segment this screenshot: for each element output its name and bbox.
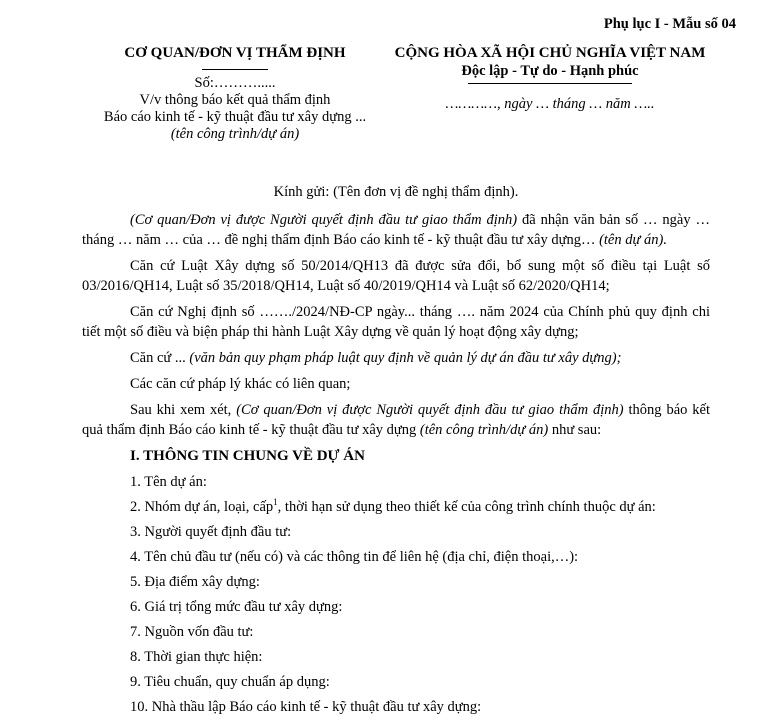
paragraph-received: [82, 210, 710, 250]
list-item-location: 5. Địa điểm xây dựng:: [130, 574, 260, 590]
list-item-investment-decider: 3. Người quyết định đầu tư:: [130, 524, 292, 540]
list-item-total-investment: 6. Giá trị tổng mức đầu tư xây dựng:: [130, 599, 343, 615]
list-item-funding-source: 7. Nguồn vốn đầu tư:: [130, 624, 254, 640]
paragraph-notice: [82, 400, 710, 440]
national-motto: Độc lập - Tự do - Hạnh phúc: [461, 63, 639, 79]
list-item-contractor: 10. Nhà thầu lập Báo cáo kinh tế - kỹ thuật đầu tư xây dựng:: [130, 699, 482, 715]
legal-basis-prefix: Căn cứ ...: [130, 350, 190, 366]
national-header-block: [370, 44, 730, 113]
received-text: đã nhận văn bản số … ngày … tháng … năm … của … đề nghị thẩm định Báo cáo kinh tế - kỹ thuật đầu tư xây dựng…: [82, 212, 711, 248]
project-group-text-rest: , thời hạn sử dụng theo thiết kế của công trình chính thuộc dự án:: [277, 499, 656, 515]
list-item-implementation-time: 8. Thời gian thực hiện:: [130, 649, 263, 665]
legal-basis-placeholder: (văn bản quy phạm pháp luật quy định về quản lý dự án đầu tư xây dựng);: [189, 350, 622, 366]
project-name-placeholder: (tên dự án).: [599, 232, 667, 248]
subject-line-1: V/v thông báo kết quả thẩm định: [139, 92, 331, 108]
project-group-text: 2. Nhóm dự án, loại, cấp: [130, 499, 274, 515]
list-item-project-group: [82, 497, 710, 517]
paragraph-decree: Căn cứ Nghị định số ……./2024/NĐ-CP ngày... tháng …. năm 2024 của Chính phủ quy định chi tiết một số điều và biện pháp thi hành Luật Xây dựng về quản lý hoạt động xây dựng;: [82, 304, 710, 340]
notice-project-placeholder: (tên công trình/dự án): [419, 422, 549, 438]
paragraph-legal-basis: [82, 348, 710, 368]
list-item-project-name: 1. Tên dự án:: [130, 474, 207, 490]
notice-agency-placeholder: (Cơ quan/Đơn vị được Người quyết định đầu tư giao thẩm định): [236, 402, 624, 418]
subject-line-3: (tên công trình/dự án): [170, 126, 300, 142]
document-number: Số:……….....: [194, 75, 276, 91]
list-item-investor: 4. Tên chủ đầu tư (nếu có) và các thông tin để liên hệ (địa chỉ, điện thoại,…):: [130, 549, 579, 565]
section-title: I. THÔNG TIN CHUNG VỀ DỰ ÁN: [130, 448, 365, 464]
place-date-line: …………, ngày … tháng … năm …..: [445, 96, 655, 112]
recipient-line: Kính gửi: (Tên đơn vị đề nghị thẩm định).: [273, 184, 519, 200]
country-name: CỘNG HÒA XÃ HỘI CHỦ NGHĨA VIỆT NAM: [394, 45, 706, 61]
motto-underline: [468, 83, 632, 84]
document-body: [82, 182, 710, 722]
paragraph-other-bases: Các căn cứ pháp lý khác có liên quan;: [130, 376, 351, 392]
footnote-marker: 1: [273, 497, 278, 508]
list-item-standards: 9. Tiêu chuẩn, quy chuẩn áp dụng:: [130, 674, 330, 690]
issuing-agency-block: [80, 44, 390, 143]
notice-prefix: Sau khi xem xét,: [130, 402, 237, 418]
notice-middle: thông báo kết quả thẩm định Báo cáo kinh tế - kỹ thuật đầu tư xây dựng: [82, 402, 710, 438]
agency-name: CƠ QUAN/ĐƠN VỊ THẨM ĐỊNH: [124, 45, 346, 61]
notice-suffix: như sau:: [548, 422, 602, 438]
appendix-label: Phụ lục I - Mẫu số 04: [603, 16, 736, 32]
agency-placeholder: (Cơ quan/Đơn vị được Người quyết định đầu tư giao thẩm định): [130, 212, 518, 228]
agency-underline: [202, 69, 268, 70]
paragraph-construction-law: Căn cứ Luật Xây dựng số 50/2014/QH13 đã được sửa đổi, bổ sung một số điều tại Luật số 03/2016/QH14, Luật số 35/2018/QH14, Luật số 40/2019/QH14 và Luật số 62/2020/QH14;: [82, 258, 710, 294]
subject-line-2: Báo cáo kinh tế - kỹ thuật đầu tư xây dựng ...: [103, 109, 367, 125]
